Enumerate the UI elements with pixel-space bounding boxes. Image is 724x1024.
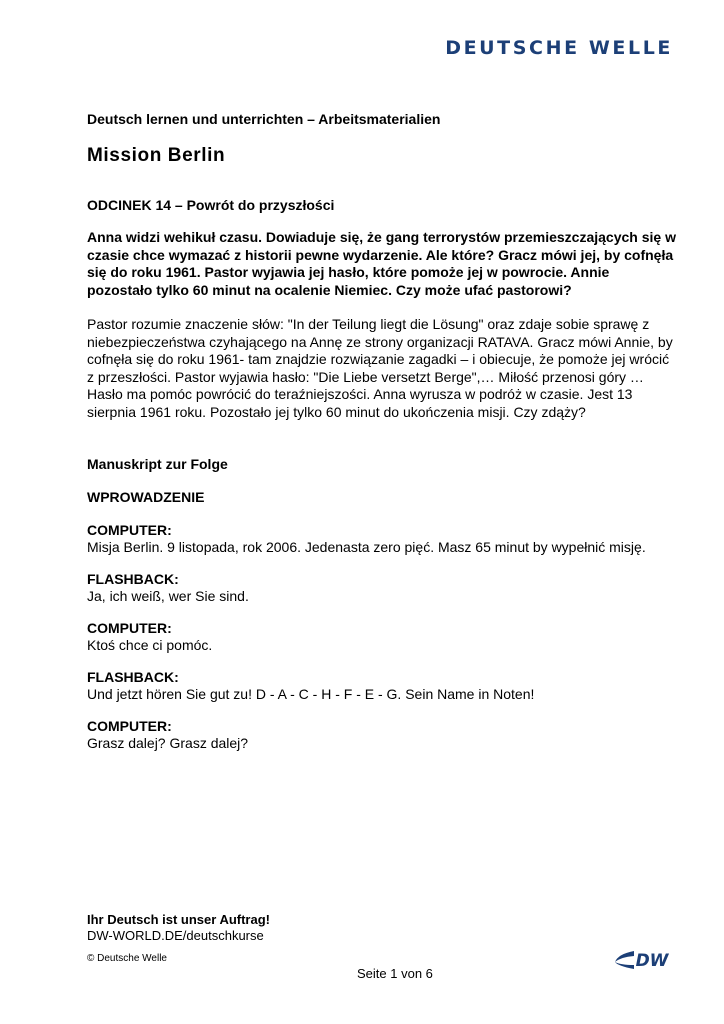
brand-wordmark: DEUTSCHE WELLE xyxy=(445,37,673,59)
footer-slogan: Ihr Deutsch ist unser Auftrag! xyxy=(87,912,270,927)
dialogue-line: Misja Berlin. 9 listopada, rok 2006. Jedenasta zero pięć. Masz 65 minut by wypełnić misję. xyxy=(87,539,646,555)
dialogue-turn xyxy=(87,718,677,752)
page-number: Seite 1 von 6 xyxy=(357,966,433,981)
footer-url: DW-WORLD.DE/deutschkurse xyxy=(87,928,264,943)
speaker-label: FLASHBACK: xyxy=(87,669,179,685)
dialogue-turn xyxy=(87,571,677,605)
manuscript-heading: Manuskript zur Folge xyxy=(87,456,228,472)
episode-heading: ODCINEK 14 – Powrót do przyszłości xyxy=(87,197,335,213)
dialogue xyxy=(87,522,677,752)
dialogue-turn xyxy=(87,620,677,654)
dialogue-line: Und jetzt hören Sie gut zu! D - A - C - H - F - E - G. Sein Name in Noten! xyxy=(87,686,535,702)
speaker-label: COMPUTER: xyxy=(87,620,172,636)
dialogue-line: Ja, ich weiß, wer Sie sind. xyxy=(87,588,249,604)
dialogue-line: Grasz dalej? Grasz dalej? xyxy=(87,735,249,751)
page-footer xyxy=(87,912,687,965)
dw-logo-text: DW xyxy=(635,951,669,971)
speaker-label: COMPUTER: xyxy=(87,718,172,734)
episode-intro: Anna widzi wehikuł czasu. Dowiaduje się, że gang terrorystów przemieszczających się w czasie chce wymazać z historii pewne wydarzenie. Ale które? Gracz mówi jej, by cofnęła się do roku 1961. Pastor wyjawia jej hasło, które pomoże jej w powrocie. Annie pozostało tylko 60 minut na ocalenie Niemiec. Czy może ufać pastorowi? xyxy=(87,229,676,298)
dw-logo-icon xyxy=(612,946,674,974)
episode-summary: Pastor rozumie znaczenie słów: "In der Teilung liegt die Lösung" oraz zdaje sobie sprawę z niebezpieczeństwa czyhającego na Annę ze strony organizacji RATAVA. Gracz mówi Annie, by cofnęła się do roku 1961- tam znajdzie rozwiązanie zagadki – i obiecuje, że pomoże jej wrócić z przeszłości. Pastor wyjawia hasło: "Die Liebe versetzt Berge",… Miłość przenosi góry … Hasło ma pomóc powrócić do teraźniejszości. Anna wyrusza w podróż w czasie. Jest 13 sierpnia 1961 roku. Pozostało jej tylko 60 minut do ukończenia misji. Czy zdąży? xyxy=(87,316,673,420)
section-heading: WPROWADZENIE xyxy=(87,489,205,505)
document-subtitle: Deutsch lernen und unterrichten – Arbeitsmaterialien xyxy=(87,111,441,127)
dialogue-turn xyxy=(87,522,677,556)
speaker-label: FLASHBACK: xyxy=(87,571,179,587)
footer-copyright: © Deutsche Welle xyxy=(87,953,167,964)
dialogue-line: Ktoś chce ci pomóc. xyxy=(87,637,213,653)
speaker-label: COMPUTER: xyxy=(87,522,172,538)
dialogue-turn xyxy=(87,669,677,703)
document-body xyxy=(87,110,677,767)
document-title: Mission Berlin xyxy=(87,145,226,166)
